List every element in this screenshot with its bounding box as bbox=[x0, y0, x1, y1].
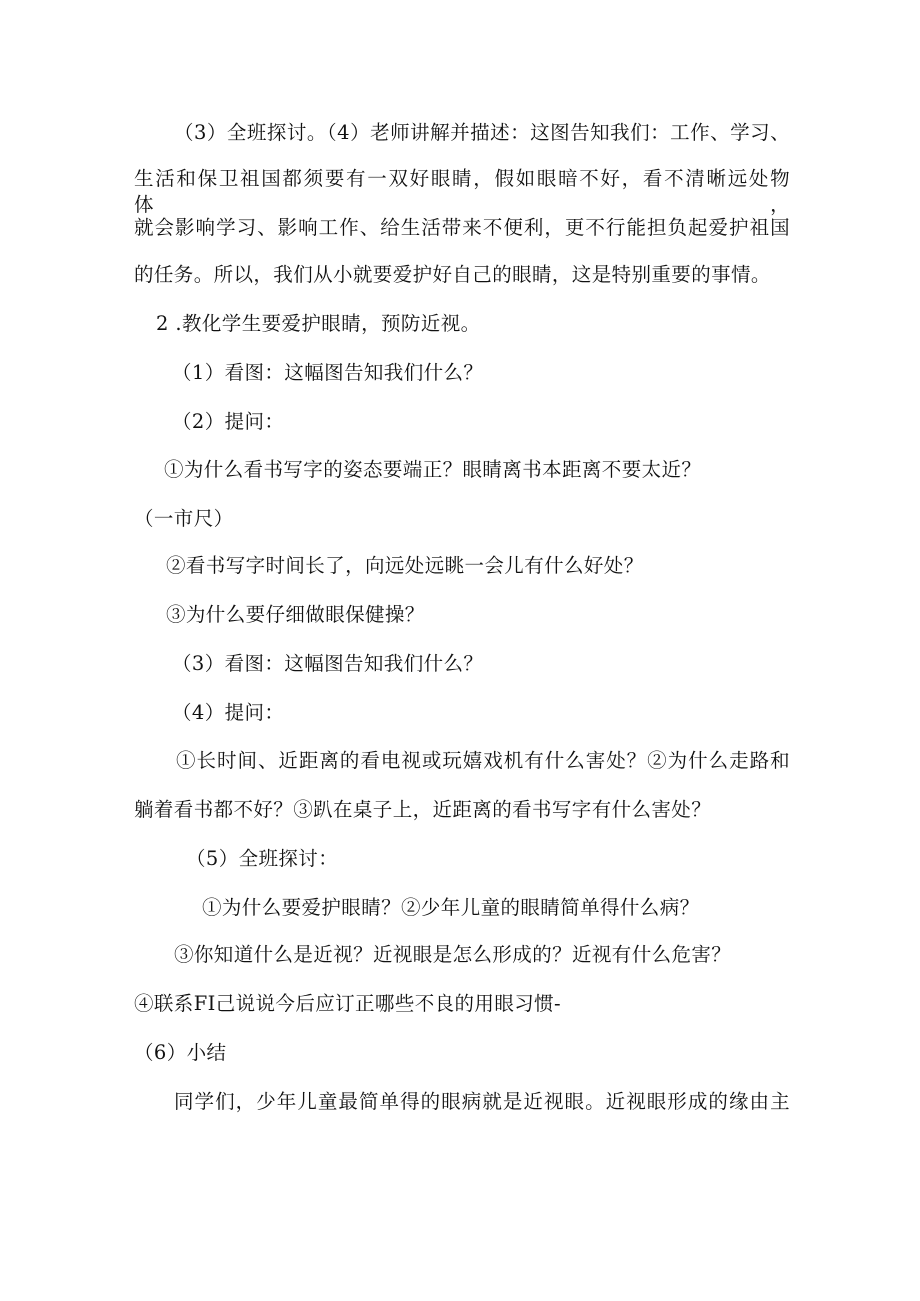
paragraph-line: 就会影响学习、影响工作、给生活带来不便利，更不行能担负起爱护祖国 bbox=[134, 216, 790, 239]
paragraph-line: （3）全班探讨。（4）老师讲解并描述：这图告知我们：工作、学习、 bbox=[174, 121, 790, 144]
paragraph-line: ①长时间、近距离的看电视或玩嬉戏机有什么害处？②为什么走路和 bbox=[176, 749, 790, 772]
paragraph-line: ①为什么看书写字的姿态要端正？眼睛离书本距离不要太近？ bbox=[164, 458, 702, 481]
paragraph-line: 的任务。所以，我们从小就要爱护好自己的眼睛，这是特别重要的事情。 bbox=[134, 263, 771, 286]
paragraph-line: （2）提问： bbox=[172, 410, 285, 433]
paragraph-line: ①为什么要爱护眼睛？②少年儿童的眼睛简单得什么病？ bbox=[202, 896, 700, 919]
paragraph-line: （4）提问： bbox=[172, 701, 285, 724]
paragraph-line: （6）小结 bbox=[134, 1041, 227, 1064]
paragraph-line: 同学们，少年儿童最简单得的眼病就是近视眼。近视眼形成的缘由主 bbox=[174, 1090, 790, 1113]
paragraph-line: （3）看图：这幅图告知我们什么？ bbox=[172, 652, 484, 675]
section-heading: 2 .教化学生要爱护眼睛，预防近视。 bbox=[156, 312, 481, 335]
paragraph-line: （1）看图：这幅图告知我们什么？ bbox=[172, 361, 484, 384]
paragraph-line: ③为什么要仔细做眼保健操？ bbox=[166, 603, 425, 626]
paragraph-line: （5）全班探讨： bbox=[186, 847, 339, 870]
paragraph-line: （一市尺） bbox=[134, 507, 234, 530]
paragraph-line: ②看书写字时间长了，向远处远眺一会儿有什么好处？ bbox=[166, 554, 644, 577]
paragraph-line: ③你知道什么是近视？近视眼是怎么形成的？近视有什么危害？ bbox=[174, 943, 732, 966]
paragraph-line: 躺着看书都不好？③趴在桌子上，近距离的看书写字有什么害处？ bbox=[134, 798, 712, 821]
paragraph-line: ④联系FI己说说今后应订正哪些不良的用眼习惯- bbox=[134, 992, 562, 1015]
paragraph-line: 生活和保卫祖国都须要有一双好眼睛，假如眼暗不好，看不清晰远处物体， bbox=[134, 167, 790, 216]
